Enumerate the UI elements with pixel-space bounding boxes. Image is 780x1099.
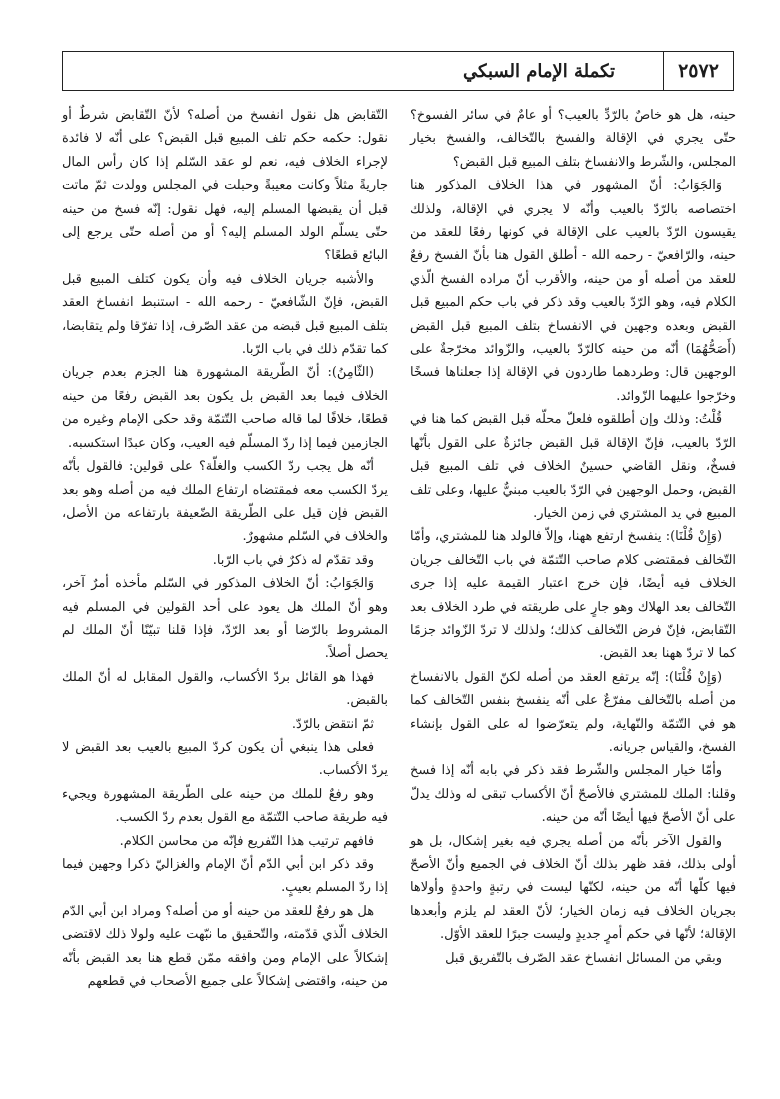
paragraph: حينه، هل هو خاصٌ بالرّدِّ بالعيب؟ أو عامٌ في سائر الفسوخ؟ حتّى يجري في الإقالة والفسخ بالتّخالف، والفسخ بخيار المجلس، والشّرط والانفساخ بتلف المبيع قبل القبض؟: [410, 108, 736, 170]
right-column: [410, 104, 736, 970]
paragraph: وقد ذكر ابن أبي الدّم أنّ الإمام والغزاليّ ذكرا وجهين فيما إذا ردّ المسلم بعيبٍ.: [62, 857, 388, 896]
paragraph: والقول الآخر بأنّه من أصله يجري فيه بغير إشكال، بل هو أولى بذلك، فقد ظهر بذلك أنّ الخلاف في الجميع وأنّ الأصحّ فيها كلّها أنّه من حينه، لكنّها ليست في رتبةٍ واحدةٍ وأولاها بجريان الخلاف فيه زمان الخيار؛ لأنّ العقد لم يلزم وأبعدها الإقالة؛ لأنّها في حكم أمرٍ جديدٍ وليست جبرًا للعقد الأوّل.: [410, 833, 736, 943]
paragraph: وَالجَوَابُ: أنّ الخلاف المذكور في السّلم مأخذه أمرٌ آخر، وهو أنّ الملك هل يعود على أحد القولين في المسلم فيه المشروط بالرّضا أو بعد الرّدّ، فإذا قلنا تبيّنًا أنّ الملك لم يحصل أصلاً.: [62, 576, 388, 662]
paragraph: وهو رفعٌ للملك من حينه على الطّريقة المشهورة ويجيء فيه طريقة صاحب التّتمّة مع القول بعدم ردّ الكسب.: [62, 786, 388, 826]
paragraph: وقد تقدّم له ذكرٌ في باب الرّبا.: [212, 552, 374, 568]
paragraph: (وَإِنْ قُلْنَا): ينفسخ ارتفع ههنا، وإلاّ فالولد هنا للمشتري، وأمّا التّخالف فمقتضى كلام صاحب التّتمّة في باب التّخالف جريان الخلاف فيه أيضًا، فإن خرج اعتبار القيمة عليه إذا جرى التّخالف بعد الهلاك وهو جارٍ على طريقته في طرد الخلاف بعد التّقابض، فإنّ فرض التّخالف كذلك؛ ولذلك لا تردّ الزّوائد جزمًا كما لا تردّ ههنا بعد القبض.: [410, 529, 736, 662]
paragraph: (الثّامِنُ): أنّ الطّريقة المشهورة هنا الجزم بعدم جريان الخلاف فيما بعد القبض بل يكون بعد القبض رفعًا من حينه قطعًا، خلافًا لما قاله صاحب التّتمّة وقد حكى الإمام وغيره من الجازمين فيما إذا ردّ المسلّم فيه العيب، وكان عبدًا استكسبه.: [62, 365, 388, 451]
paragraph: فهذا هو القائل بردّ الأكساب، والقول المقابل له أنّ الملك بالقبض.: [62, 669, 388, 709]
paragraph: ثمّ انتقض بالرّدّ.: [291, 716, 374, 732]
paragraph: وَالجَوَابُ: أنّ المشهور في هذا الخلاف المذكور هنا اختصاصه بالرّدّ بالعيب وأنّه لا يجري في الإقالة، ولذلك يقيسون الرّدّ بالعيب على الإقالة في كونها رفعًا للعقد من حينه، والرّافعيّ - رحمه الله - أطلق القول هنا بأنّ الفسخ رفعٌ للعقد من أصله أو من حينه، والأقرب أنّ مراده الفسخ الّذي الكلام فيه، وهو الرّدّ بالعيب وقد ذكر في باب حكم المبيع قبل القبض وبعده وجهين في الانفساخ بتلف المبيع قبل القبض (أَصَحُّهُمَا) أنّه من حينه كالرّدّ بالعيب، والزّوائد مخرّجةٌ على الوجهين قال: وطردهما طاردون في الإقالة إذا جعلناها فسخًا وخرّجوا عليهما الزّوائد.: [410, 178, 736, 404]
paragraph: أنّه هل يجب ردّ الكسب والغلّة؟ على قولين: فالقول بأنّه يردّ الكسب معه فمقتضاه ارتفاع الملك فيه من أصله وهو بعد القبض فإن قيل على الطّريقة الضّعيفة بارتفاعه من الأصل، والخلاف في السّلم مشهورٌ.: [62, 459, 388, 545]
paragraph: التّقابض هل نقول انفسخ من أصله؟ لأنّ التّقابض شرطٌ أو نقول: حكمه حكم تلف المبيع قبل القبض؟ على أنّه لا فائدة لإجراء الخلاف فيه، نعم لو عقد السّلم إذا كان رأس المال جاريةً مثلاً وكانت معيبةً وحبلت في المجلس وولدت ثمّ ماتت قبل أن يقبضها المسلم إليه، فهل نقول: إنّه فسخ من حينه حتّى يسلّم الولد المسلم إليه؟ أو من أصله حتّى يرجع إلى البائع قطعًا؟: [62, 108, 388, 264]
paragraph: والأشبه جريان الخلاف فيه وأن يكون كتلف المبيع قبل القبض، فإنّ الشّافعيّ - رحمه الله - استنبط انفساخ العقد بتلف المبيع قبل قبضه من عقد الصّرف، إذا تفرّقا ولم يتقابضا، كما تقدّم ذلك في باب الرّبا.: [62, 271, 388, 358]
paragraph: قُلْتُ: وذلك وإن أطلقوه فلعلّ محلّه قبل القبض كما هنا في الرّدّ بالعيب، فإنّ الإقالة قبل القبض جائزةٌ على القول بأنّها فسخٌ، ونقل القاضي حسينٌ الخلاف في تلف المبيع قبل القبض، وحمل الوجهين في الرّدّ بالعيب مبنيٌّ عليها، وعلى تلف المبيع في يد المشتري في زمن الخيار.: [410, 412, 736, 521]
book-title: تكملة الإمام السبكي: [463, 60, 615, 82]
page-number: ٢٥٧٢: [663, 52, 733, 90]
left-column: [62, 104, 388, 993]
paragraph: وأمّا خيار المجلس والشّرط فقد ذكر في بابه أنّه إذا فسخ وقلنا: الملك للمشتري فالأصحّ أنّ الأكساب تبقى له وذلك يدلّ على أنّ الأصحّ فيها أيضًا أنّه من حينه.: [410, 763, 736, 826]
paragraph: وبقي من المسائل انفساخ عقد الصّرف بالتّفريق قبل: [445, 950, 722, 966]
paragraph: فافهم ترتيب هذا التّفريع فإنّه من محاسن الكلام.: [119, 833, 374, 849]
paragraph: فعلى هذا ينبغي أن يكون كردّ المبيع بالعيب بعد القبض لا يردّ الأكساب.: [62, 739, 388, 779]
running-header: [62, 51, 734, 91]
paragraph: (وَإِنْ قُلْنَا): إنّه يرتفع العقد من أصله لكنّ القول بالانفساخ من أصله بالتّخالف مفرّعٌ على أنّه ينفسخ بنفس التّخالف كما هو في التّتمّة والنّهاية، ولم يتعرّضوا له على القول بإنشاء الفسخ، والقياس جريانه.: [410, 669, 736, 755]
paragraph: هل هو رفعٌ للعقد من حينه أو من أصله؟ ومراد ابن أبي الدّم الخلاف الّذي قدّمته، والتّحقيق ما نبّهت عليه ولولا ذلك لاقتضى إشكالاً على الإمام ومن وافقه ممّن قطع هنا بعد القبض بأنّه من حينه، واقتضى إشكالاً على جميع الأصحاب في قطعهم: [62, 903, 388, 990]
